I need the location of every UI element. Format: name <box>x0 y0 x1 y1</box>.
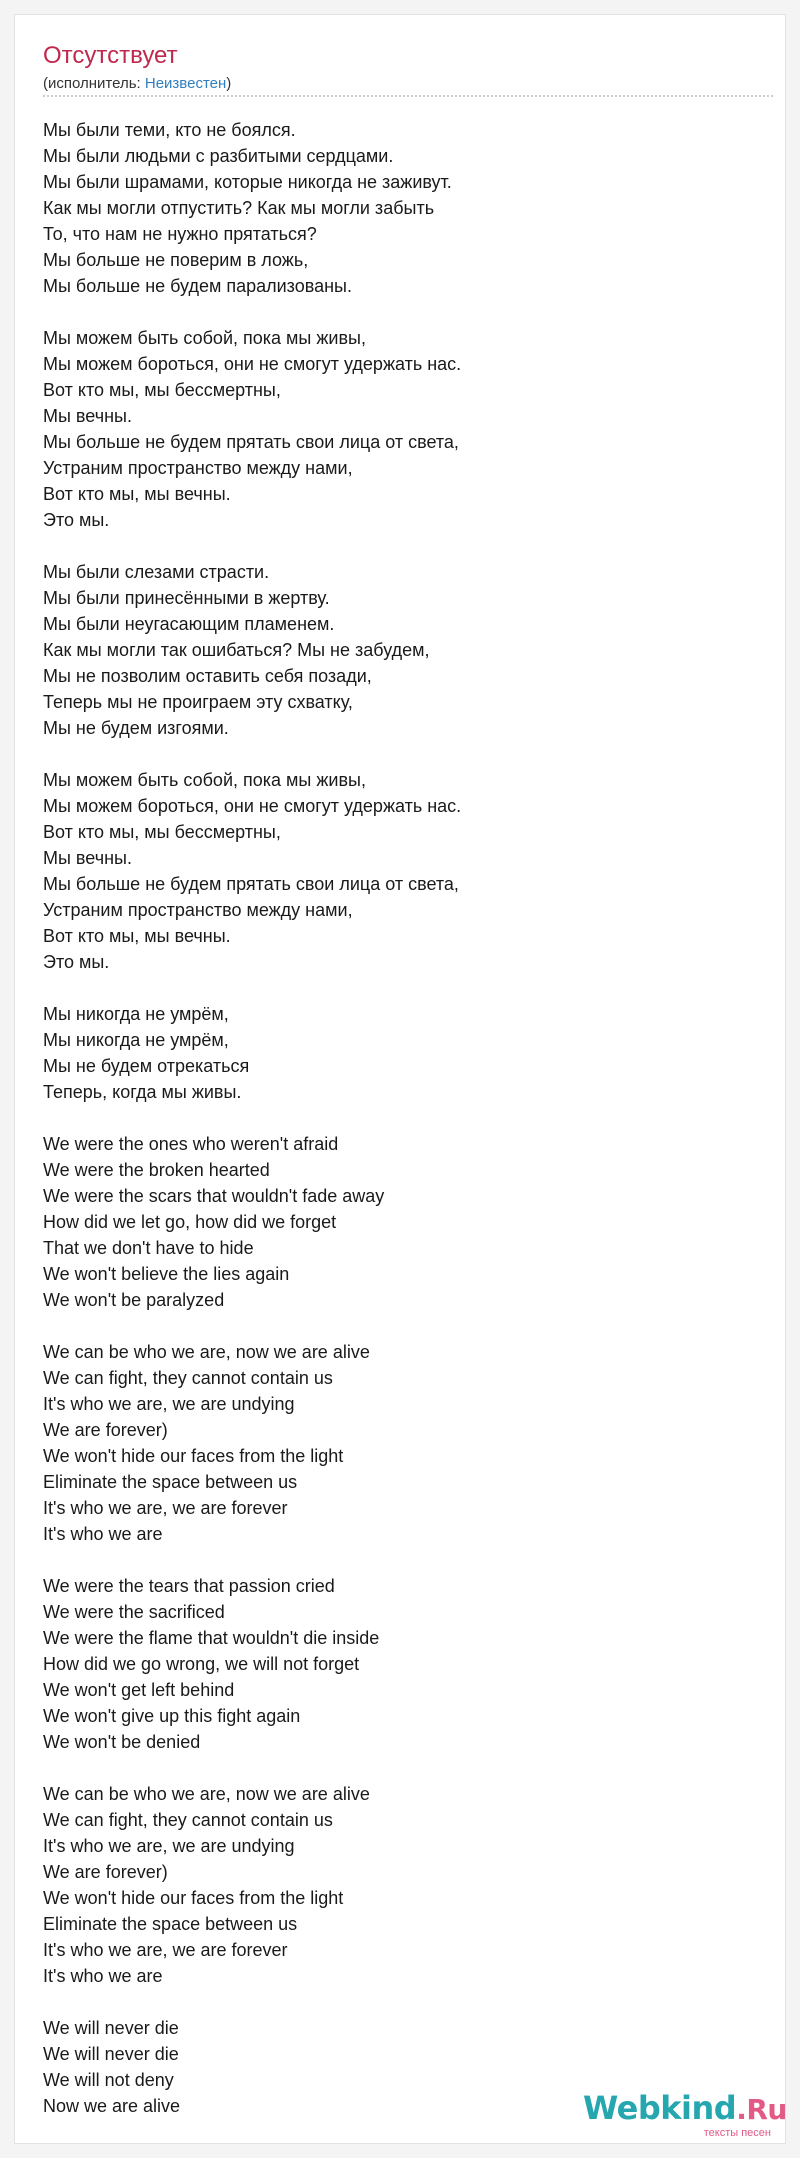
lyrics-line: We were the broken hearted <box>43 1160 270 1180</box>
lyrics-line: We are forever) <box>43 1420 168 1440</box>
lyrics-line: Мы не позволим оставить себя позади, <box>43 666 372 686</box>
lyrics-line: Мы вечны. <box>43 848 132 868</box>
lyrics-line: Вот кто мы, мы бессмертны, <box>43 822 281 842</box>
lyrics-line: How did we go wrong, we will not forget <box>43 1654 360 1674</box>
lyrics-line: We won't be denied <box>43 1732 201 1752</box>
lyrics-line: We can fight, they cannot contain us <box>43 1368 333 1388</box>
lyrics-line: Мы были шрамами, которые никогда не заживут. <box>43 172 452 192</box>
logo-main-text: Webkind <box>583 2089 737 2127</box>
lyrics-line: Как мы могли так ошибаться? Мы не забудем, <box>43 640 430 660</box>
lyrics-line: We won't give up this fight again <box>43 1706 301 1726</box>
lyrics-line: Мы не будем отрекаться <box>43 1056 250 1076</box>
lyrics-line: Мы никогда не умрём, <box>43 1030 229 1050</box>
lyrics-line: We were the flame that wouldn't die inside <box>43 1628 380 1648</box>
lyrics-line: It's who we are, we are undying <box>43 1394 295 1414</box>
song-title: Отсутствует <box>43 42 178 69</box>
lyrics-line: How did we let go, how did we forget <box>43 1212 337 1232</box>
lyrics-line: Мы вечны. <box>43 406 132 426</box>
lyrics-stanza <box>43 117 763 299</box>
lyrics-line: It's who we are <box>43 1524 163 1544</box>
lyrics-line: Мы больше не будем парализованы. <box>43 276 352 296</box>
lyrics-line: Мы были принесёнными в жертву. <box>43 588 330 608</box>
artist-link[interactable]: Неизвестен <box>144 75 227 92</box>
lyrics-line: Мы больше не будем прятать свои лица от света, <box>43 432 459 452</box>
lyrics-line: Это мы. <box>43 510 110 530</box>
lyrics-line: It's who we are, we are forever <box>43 1498 288 1518</box>
artist-line <box>43 74 231 94</box>
lyrics-line: Мы больше не будем прятать свои лица от света, <box>43 874 459 894</box>
lyrics-line: Мы никогда не умрём, <box>43 1004 229 1024</box>
header-divider <box>43 95 773 97</box>
logo-tagline: тексты песен <box>703 2127 771 2139</box>
lyrics-line: Мы больше не поверим в ложь, <box>43 250 309 270</box>
lyrics-line: We won't be paralyzed <box>43 1290 225 1310</box>
lyrics-line: It's who we are, we are forever <box>43 1940 288 1960</box>
logo-suffix: .Ru <box>736 2093 787 2126</box>
lyrics-line: Устраним пространство между нами, <box>43 900 353 920</box>
lyrics-line: Eliminate the space between us <box>43 1472 298 1492</box>
lyrics-stanza <box>43 559 763 741</box>
lyrics-line: It's who we are <box>43 1966 163 1986</box>
site-logo[interactable] <box>583 2089 787 2145</box>
lyrics-line: That we don't have to hide <box>43 1238 254 1258</box>
lyrics-stanza <box>43 767 763 975</box>
lyrics-line: We won't hide our faces from the light <box>43 1446 344 1466</box>
logo-wordmark <box>583 2089 787 2129</box>
lyrics-line: We will not deny <box>43 2070 174 2090</box>
lyrics-line: Теперь мы не проиграем эту схватку, <box>43 692 353 712</box>
lyrics-line: Это мы. <box>43 952 110 972</box>
lyrics-line: We will never die <box>43 2018 179 2038</box>
lyrics-line: Теперь, когда мы живы. <box>43 1082 242 1102</box>
lyrics-line: We can be who we are, now we are alive <box>43 1784 370 1804</box>
lyrics-line: Устраним пространство между нами, <box>43 458 353 478</box>
lyrics-line: We are forever) <box>43 1862 168 1882</box>
lyrics-line: Мы можем бороться, они не смогут удержать нас. <box>43 354 462 374</box>
lyrics-line: We can fight, they cannot contain us <box>43 1810 333 1830</box>
lyrics-line: Мы можем быть собой, пока мы живы, <box>43 770 366 790</box>
lyrics-line: Как мы могли отпустить? Как мы могли забыть <box>43 198 435 218</box>
lyrics-stanza <box>43 1131 763 1313</box>
lyrics-line: Мы были неугасающим пламенем. <box>43 614 335 634</box>
lyrics-line: We won't hide our faces from the light <box>43 1888 344 1908</box>
lyrics-line: Вот кто мы, мы вечны. <box>43 926 231 946</box>
lyrics-line: We can be who we are, now we are alive <box>43 1342 370 1362</box>
lyrics-line: Мы не будем изгоями. <box>43 718 229 738</box>
lyrics-line: We were the ones who weren't afraid <box>43 1134 339 1154</box>
lyrics-stanza <box>43 1339 763 1547</box>
artist-suffix: ) <box>226 75 232 92</box>
lyrics-stanza <box>43 1001 763 1105</box>
lyrics-line: We were the scars that wouldn't fade away <box>43 1186 385 1206</box>
lyrics-line: Eliminate the space between us <box>43 1914 298 1934</box>
lyrics-line: Вот кто мы, мы бессмертны, <box>43 380 281 400</box>
lyrics-line: It's who we are, we are undying <box>43 1836 295 1856</box>
lyrics-stanza <box>43 325 763 533</box>
lyrics-line: We will never die <box>43 2044 179 2064</box>
artist-prefix: (исполнитель: <box>43 75 145 92</box>
lyrics-line: We won't believe the lies again <box>43 1264 290 1284</box>
lyrics-stanza <box>43 1781 763 1989</box>
lyrics-line: We won't get left behind <box>43 1680 235 1700</box>
lyrics-line: Мы можем бороться, они не смогут удержать нас. <box>43 796 462 816</box>
lyrics-line: We were the tears that passion cried <box>43 1576 335 1596</box>
lyrics-line: Мы были слезами страсти. <box>43 562 270 582</box>
lyrics-text <box>43 117 763 2145</box>
lyrics-line: Вот кто мы, мы вечны. <box>43 484 231 504</box>
lyrics-stanza <box>43 1573 763 1755</box>
lyrics-line: Мы были теми, кто не боялся. <box>43 120 296 140</box>
lyrics-line: Now we are alive <box>43 2096 181 2116</box>
lyrics-card <box>14 14 786 2144</box>
lyrics-line: We were the sacrificed <box>43 1602 225 1622</box>
lyrics-line: Мы были людьми с разбитыми сердцами. <box>43 146 394 166</box>
lyrics-line: Мы можем быть собой, пока мы живы, <box>43 328 366 348</box>
lyrics-line: То, что нам не нужно прятаться? <box>43 224 317 244</box>
